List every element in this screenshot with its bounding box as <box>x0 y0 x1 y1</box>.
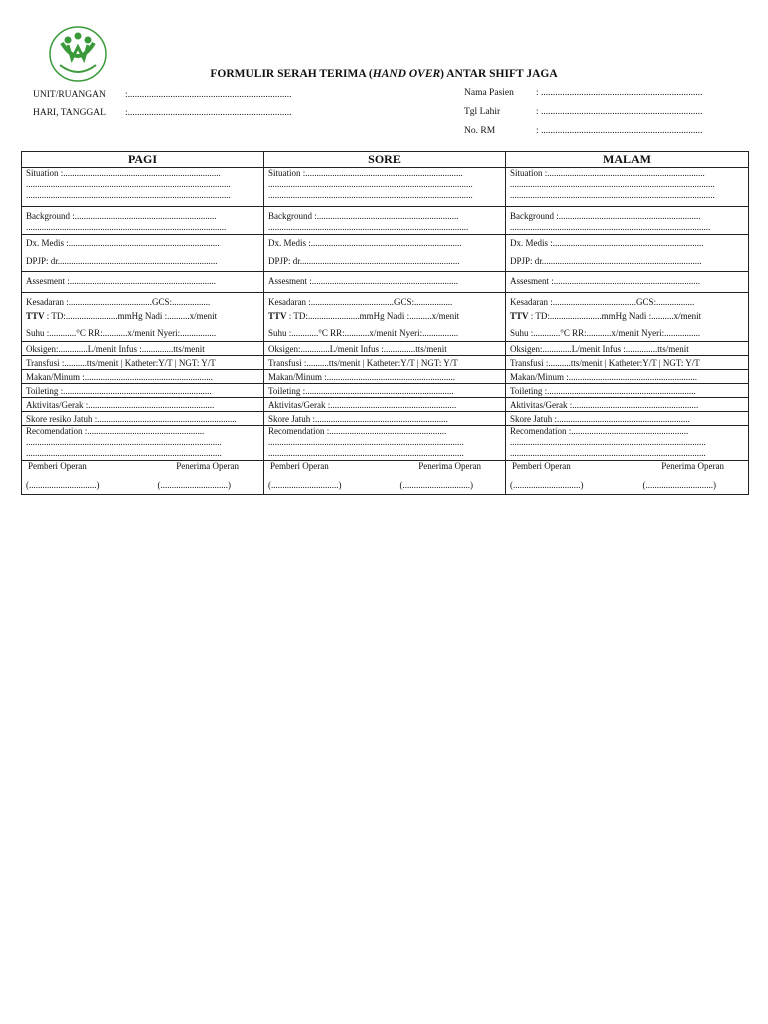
fall-risk-row <box>22 412 749 426</box>
toileting-cell: Toileting :.................................................................. <box>506 384 749 398</box>
giver-signature: (..............................) <box>268 480 342 490</box>
toileting-cell: Toileting :.................................................................. <box>22 384 264 398</box>
fall-risk-cell: Skore Jatuh :........................................................... <box>506 412 749 426</box>
shift-header-row <box>22 152 749 168</box>
vital-signs-cell: Kesadaran :.....................................GCS:................. TTV : TD:.......................mmHg Nadi :..........x/menit Suhu :............°C RR:...........x/menit Nyeri:................ <box>506 293 749 342</box>
signature-row <box>22 461 749 495</box>
activity-cell: Aktivitas/Gerak :........................................................ <box>22 398 264 412</box>
oxygen-cell: Oksigen:.............L/menit Infus :..............tts/menit <box>264 342 506 356</box>
diagnosis-cell: Dx. Medis :................................................................... DPJP: dr....................................................................... <box>22 235 264 272</box>
assesment-row <box>22 272 749 293</box>
toileting-cell: Toileting :.................................................................. <box>264 384 506 398</box>
transfusion-cell: Transfusi :..........tts/menit | Katheter:Y/T | NGT: Y/T <box>22 356 264 370</box>
recommendation-cell: Recomendation :.................................................... ....................................................................................... ....................................................................................... <box>22 426 264 461</box>
signature-cell <box>506 461 749 495</box>
intake-cell: Makan/Minum :......................................................... <box>506 370 749 384</box>
shift-heading: MALAM <box>506 152 749 168</box>
situation-cell: Situation :...................................................................... ........................................................................................... ........................................................................................... <box>506 168 749 207</box>
signature-cell <box>264 461 506 495</box>
transfusion-row <box>22 356 749 370</box>
situation-cell: Situation :...................................................................... ........................................................................................... ........................................................................................... <box>264 168 506 207</box>
shift-heading: PAGI <box>22 152 264 168</box>
transfusion-cell: Transfusi :..........tts/menit | Katheter:Y/T | NGT: Y/T <box>506 356 749 370</box>
recommendation-cell: Recomendation :.................................................... ....................................................................................... ....................................................................................... <box>506 426 749 461</box>
receiver-label: Penerima Operan <box>176 461 239 471</box>
receiver-signature: (..............................) <box>642 480 716 490</box>
background-cell: Background :............................................................... ......................................................................................... <box>264 207 506 235</box>
giver-signature: (..............................) <box>26 480 100 490</box>
intake-cell: Makan/Minum :......................................................... <box>264 370 506 384</box>
assesment-cell: Assesment :................................................................. <box>506 272 749 293</box>
recommendation-row <box>22 426 749 461</box>
vital-signs-cell: Kesadaran :.....................................GCS:................. TTV : TD:.......................mmHg Nadi :..........x/menit Suhu :............°C RR:...........x/menit Nyeri:................ <box>22 293 264 342</box>
situation-row <box>22 168 749 207</box>
receiver-signature: (..............................) <box>399 480 473 490</box>
date-field: HARI, TANGGAL :..................................................................... <box>33 108 292 118</box>
unit-field: UNIT/RUANGAN :..................................................................... <box>33 90 292 100</box>
giver-label: Pemberi Operan <box>28 461 87 471</box>
giver-label: Pemberi Operan <box>512 461 571 471</box>
toileting-row <box>22 384 749 398</box>
fall-risk-cell: Skore resiko Jatuh :.............................................................. <box>22 412 264 426</box>
situation-cell: Situation :...................................................................... ........................................................................................... ........................................................................................... <box>22 168 264 207</box>
giver-signature: (..............................) <box>510 480 584 490</box>
vital-signs-row <box>22 293 749 342</box>
intake-cell: Makan/Minum :......................................................... <box>22 370 264 384</box>
assesment-cell: Assesment :................................................................. <box>22 272 264 293</box>
form-title: FORMULIR SERAH TERIMA (HAND OVER) ANTAR SHIFT JAGA <box>210 68 558 80</box>
diagnosis-cell: Dx. Medis :................................................................... DPJP: dr....................................................................... <box>264 235 506 272</box>
patient-name-field: Nama Pasien : .................................................................... <box>464 88 703 98</box>
transfusion-cell: Transfusi :..........tts/menit | Katheter:Y/T | NGT: Y/T <box>264 356 506 370</box>
receiver-label: Penerima Operan <box>418 461 481 471</box>
oxygen-cell: Oksigen:.............L/menit Infus :..............tts/menit <box>22 342 264 356</box>
vital-signs-cell: Kesadaran :.....................................GCS:................. TTV : TD:.......................mmHg Nadi :..........x/menit Suhu :............°C RR:...........x/menit Nyeri:................ <box>264 293 506 342</box>
background-cell: Background :............................................................... ......................................................................................... <box>506 207 749 235</box>
activity-cell: Aktivitas/Gerak :........................................................ <box>264 398 506 412</box>
medical-record-field: No. RM : .................................................................... <box>464 126 703 136</box>
assesment-cell: Assesment :................................................................. <box>264 272 506 293</box>
activity-row <box>22 398 749 412</box>
intake-row <box>22 370 749 384</box>
birth-date-field: Tgl Lahir : .................................................................... <box>464 107 703 117</box>
background-row <box>22 207 749 235</box>
diagnosis-row <box>22 235 749 272</box>
receiver-label: Penerima Operan <box>661 461 724 471</box>
oxygen-cell: Oksigen:.............L/menit Infus :..............tts/menit <box>506 342 749 356</box>
receiver-signature: (..............................) <box>157 480 231 490</box>
activity-cell: Aktivitas/Gerak :........................................................ <box>506 398 749 412</box>
oxygen-row <box>22 342 749 356</box>
handover-table <box>21 151 749 495</box>
diagnosis-cell: Dx. Medis :................................................................... DPJP: dr....................................................................... <box>506 235 749 272</box>
recommendation-cell: Recomendation :.................................................... ....................................................................................... ....................................................................................... <box>264 426 506 461</box>
background-cell: Background :............................................................... ......................................................................................... <box>22 207 264 235</box>
giver-label: Pemberi Operan <box>270 461 329 471</box>
shift-heading: SORE <box>264 152 506 168</box>
fall-risk-cell: Skore Jatuh :........................................................... <box>264 412 506 426</box>
signature-cell <box>22 461 264 495</box>
